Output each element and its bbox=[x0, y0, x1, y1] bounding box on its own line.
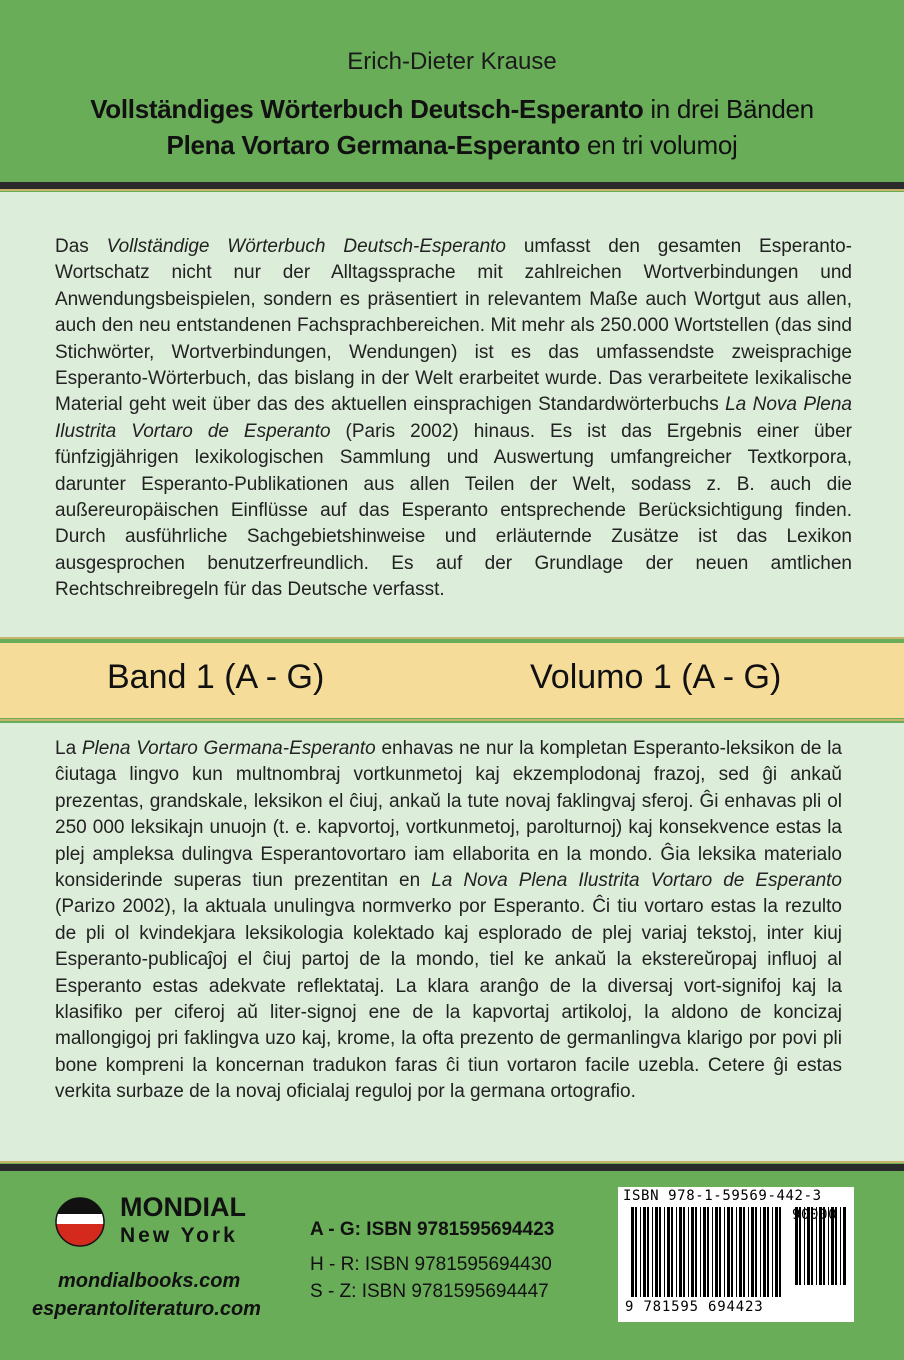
book-title: Vollständige Wörterbuch Deutsch-Esperanto bbox=[106, 236, 506, 257]
publisher-city: New York bbox=[120, 1224, 238, 1247]
esperanto-description bbox=[55, 736, 842, 1106]
volume-label-esperanto: Volumo 1 (A - G) bbox=[530, 658, 782, 696]
isbn-volume-1: A - G: ISBN 9781595694423 bbox=[310, 1219, 555, 1240]
publisher-name: MONDIAL bbox=[120, 1192, 246, 1222]
text-run: Das bbox=[55, 236, 107, 257]
isbn-volume-2: H - R: ISBN 9781595694430 bbox=[310, 1254, 552, 1275]
title-esperanto-bold: Plena Vortaro Germana-Esperanto bbox=[166, 130, 581, 160]
website-link[interactable]: mondialbooks.com bbox=[58, 1270, 241, 1292]
divider-line bbox=[0, 1161, 904, 1163]
author-name: Erich-Dieter Krause bbox=[347, 48, 557, 75]
german-description bbox=[55, 234, 852, 604]
website-link[interactable]: esperantoliteraturo.com bbox=[32, 1298, 261, 1320]
divider-line bbox=[0, 719, 904, 721]
book-title: La Nova Plena Ilustrita Vortaro de Esperanto bbox=[431, 870, 842, 892]
title-german-bold: Vollständiges Wörterbuch Deutsch-Esperanto bbox=[90, 94, 644, 124]
title-german bbox=[0, 94, 904, 125]
text-run: umfasst den gesamten Esperanto-Wortschatz nicht nur der Alltagssprache mit zahlreichen Wortverbindungen und Anwendungsbeispielen, sondern es präsentiert in relevantem Maße auch Wortgut aus allen, auch den neu entstandenen Fachsprachbereichen. Mit mehr als 250.000 Wortstellen (das sind Stichwörter, Wortverbindungen, Wendungen) ist es das umfassendste zweisprachige Esperanto-Wörterbuch, das bislang in der Welt erarbeitet wurde. Das verarbeitete lexikalische Material geht weit über das des aktuellen einsprachigen Standardwörterbuchs bbox=[55, 236, 852, 416]
publisher-logo-icon bbox=[55, 1197, 105, 1247]
divider-bar bbox=[0, 182, 904, 189]
title-german-rest: in drei Bänden bbox=[643, 94, 814, 124]
volume-label-german: Band 1 (A - G) bbox=[107, 658, 325, 696]
divider-line bbox=[0, 189, 904, 191]
title-esperanto bbox=[0, 130, 904, 161]
text-run: La bbox=[55, 738, 82, 759]
book-title: La Nova Plena Ilustrita Vortaro de Esperanto bbox=[55, 394, 852, 442]
text-run: (Parizo 2002), la aktuala unulingva normverko por Esperanto. Ĉi tiu vortaro estas la rezulto de pli ol kvindekjara leksikologia kolektado kaj esplorado de plej variaj tekstoj, inter kiuj Esperanto-publicaĵoj el ĉiuj partoj de la mondo, tiel ke ankaŭ la ekstereŭropaj influoj al Esperanto estas adekvate reflektataj. La klara aranĝo de la diversaj vort-signifoj kaj la klasifiko per ciferoj aŭ liter-signoj ene de la kapvortaj artikoloj, la aldono de koncizaj mallongigoj pri faklingva uzo kaj, krome, la ofta prezento de germanlingva klarigo por povi pli bone kompreni la koncernan tradukon faras ĉi tiun vortaron facile uzebla. Cetere ĝi estas verkita surbaze de la novaj oficialaj reguloj por la germana ortografio. bbox=[55, 896, 842, 1103]
barcode-number: 9 781595 694423 bbox=[625, 1299, 764, 1315]
barcode-addon-label: 90000 bbox=[792, 1207, 838, 1223]
divider-bar bbox=[0, 1164, 904, 1171]
title-esperanto-rest: en tri volumoj bbox=[580, 130, 738, 160]
text-run: (Paris 2002) hinaus. Es ist das Ergebnis einer über fünfzigjährigen lexikologischen Sammlung und Auswertung umfangreicher Textkorpora, darunter Esperanto-Publikationen aus allen Teilen der Welt, sodass z. B. auch die außereuropäischen Einflüsse auf das Esperanto entsprechende Berücksichtigung finden. Durch ausführliche Sachgebietshinweise und erläuternde Zusätze ist das Lexikon ausgesprochen benutzerfreundlich. Es auf der Grundlage der neuen amtlichen Rechtschreibregeln für das Deutsche verfasst. bbox=[55, 420, 852, 601]
isbn-volume-3: S - Z: ISBN 9781595694447 bbox=[310, 1281, 549, 1302]
barcode-isbn-label: ISBN 978-1-59569-442-3 bbox=[623, 1188, 822, 1204]
text-run: enhavas ne nur la kompletan Esperanto-leksikon de la ĉiutaga lingvo kun multnombraj vortkunmetoj kaj ekzemplodonaj frazoj, sed ĝi ankaŭ prezentas, grandskale, leksikon el ĉiuj, ankaŭ la tute novaj faklingvaj sferoj. Ĝi enhavas pli ol 250 000 leksikajn unuojn (t. e. kapvortoj, vortkunmetoj, parolturnoj) kaj konsekvence estas la plej ampleksa dulingva Esperantovortaro iam ellaborita en la mondo. Ĝia leksika materialo konsiderinde superas tiun prezentitan en bbox=[55, 738, 842, 892]
divider-line bbox=[0, 637, 904, 639]
book-title: Plena Vortaro Germana-Esperanto bbox=[81, 738, 376, 759]
